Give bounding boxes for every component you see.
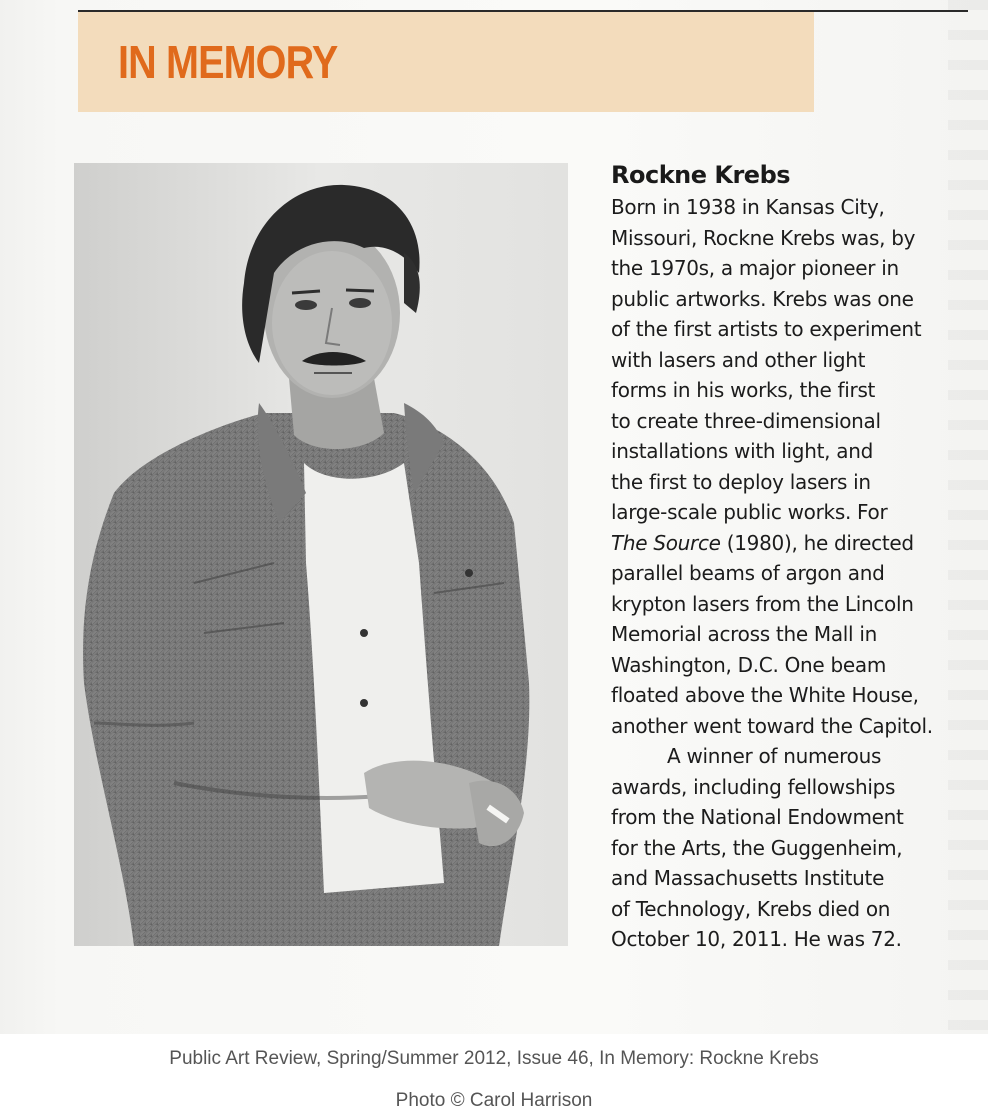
article-line: of the first artists to experiment <box>611 317 922 341</box>
article-line: to create three-dimensional <box>611 408 881 433</box>
obituary-article <box>611 158 951 955</box>
article-line: forms in his works, the first <box>611 378 876 402</box>
article-line-with-work-title <box>611 528 951 559</box>
article-line: installations with light, and <box>611 439 873 463</box>
article-line: Born in 1938 in Kansas City, <box>611 195 885 219</box>
work-title: The Source <box>611 530 721 555</box>
article-line: Memorial across the Mall in <box>611 622 877 646</box>
article-line: public artworks. Krebs was one <box>611 286 914 311</box>
article-line: awards, including fellowships <box>611 774 896 799</box>
caption-area <box>0 1034 988 1118</box>
source-caption: Public Art Review, Spring/Summer 2012, Issue 46, In Memory: Rockne Krebs <box>169 1048 819 1069</box>
section-header-band <box>78 12 814 112</box>
article-line: for the Arts, the Guggenheim, <box>611 835 903 860</box>
article-line: October 10, 2011. He was 72. <box>611 927 902 951</box>
article-line: and Massachusetts Institute <box>611 866 885 890</box>
portrait-illustration <box>74 163 568 946</box>
article-line: parallel beams of argon and <box>611 561 885 585</box>
article-line: Washington, D.C. One beam <box>611 652 887 677</box>
article-line: floated above the White House, <box>611 683 919 707</box>
article-line: of Technology, Krebs died on <box>611 896 891 921</box>
article-line: krypton lasers from the Lincoln <box>611 591 914 616</box>
article-line: large-scale public works. For <box>611 500 888 524</box>
article-line-rest: (1980), he directed <box>726 530 914 555</box>
article-line: with lasers and other light <box>611 347 866 372</box>
photo-credit: Photo © Carol Harrison <box>395 1090 593 1111</box>
portrait-photo <box>74 163 568 946</box>
article-line: another went toward the Capitol. <box>611 713 933 738</box>
section-title: IN MEMORY <box>118 36 338 88</box>
article-line: the 1970s, a major pioneer in <box>611 256 899 280</box>
article-line: from the National Endowment <box>611 805 904 829</box>
article-line: Missouri, Rockne Krebs was, by <box>611 225 916 250</box>
article-heading: Rockne Krebs <box>611 161 791 189</box>
article-line: the first to deploy lasers in <box>611 469 871 494</box>
article-body <box>611 192 951 955</box>
bleed-through-edge <box>948 0 988 1034</box>
article-line: A winner of numerous <box>667 744 882 768</box>
